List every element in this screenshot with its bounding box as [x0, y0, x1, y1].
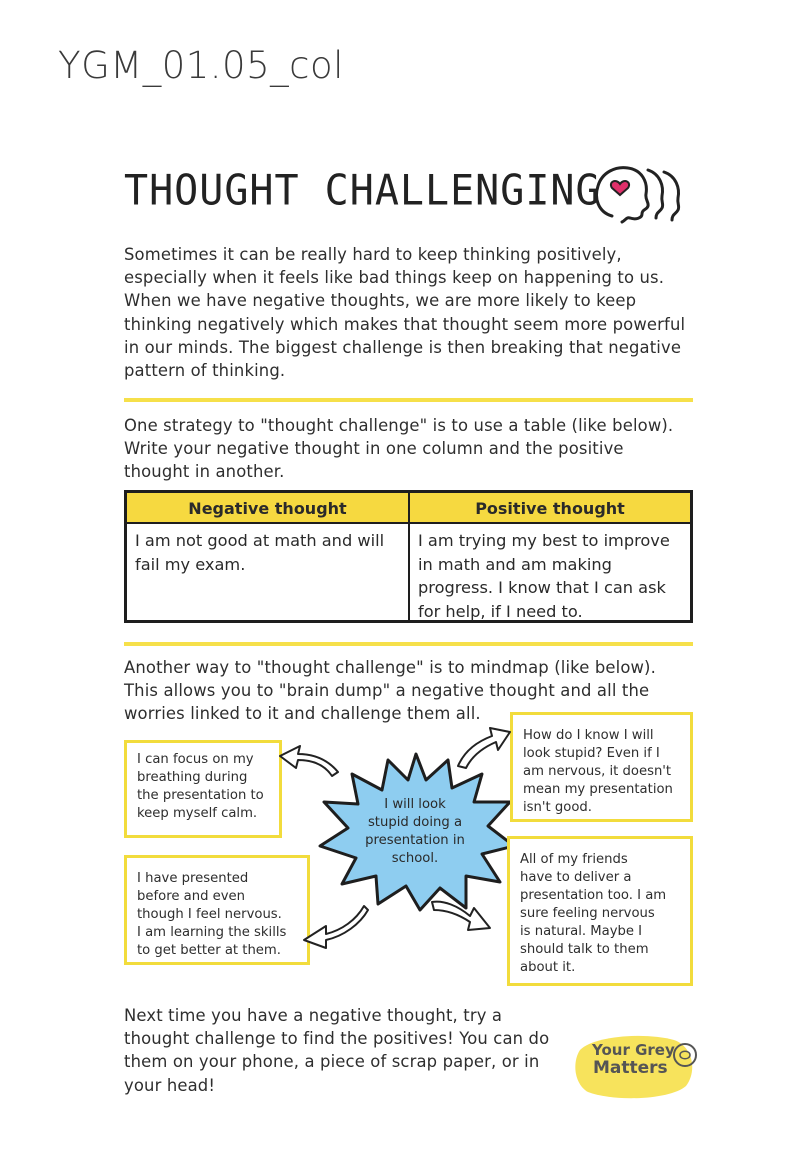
text-line: is natural. Maybe I	[520, 924, 643, 939]
intro-paragraph	[124, 243, 699, 382]
text-line: isn't good.	[523, 800, 592, 815]
text-line: mean my presentation	[523, 782, 673, 797]
logo-text: Your Grey	[592, 1041, 675, 1059]
head-heart-icon	[592, 160, 692, 224]
text-line: thought in another.	[124, 462, 285, 482]
text-line: Next time you have a negative thought, try a	[124, 1006, 503, 1025]
text-line: presentation too. I am	[520, 888, 667, 903]
text-line: breathing during	[137, 770, 248, 785]
text-line: am nervous, it doesn't	[523, 764, 672, 779]
document-id: YGM_01.05_col	[58, 44, 344, 87]
text-line: the presentation to	[137, 788, 264, 803]
text-line: in our minds. The biggest challenge is then breaking that negative	[124, 337, 682, 357]
text-line: for help, if I need to.	[418, 601, 583, 621]
text-line: I am not good at math and will	[135, 531, 385, 550]
text-line: I will look	[384, 797, 446, 812]
text-line: This allows you to "brain dump" a negative thought and all the	[124, 681, 650, 701]
arrow-icon	[452, 718, 514, 770]
text-line: When we have negative thoughts, we are more likely to keep	[124, 291, 637, 311]
text-line: to get better at them.	[137, 943, 281, 958]
text-line: All of my friends	[520, 852, 628, 867]
positive-thought-header: Positive thought	[410, 493, 690, 524]
text-line: look stupid? Even if I	[523, 746, 660, 761]
text-line: I am trying my best to improve	[418, 531, 670, 550]
thought-table	[124, 490, 693, 623]
text-line: fail my exam.	[135, 554, 246, 574]
text-line: I have presented	[137, 871, 249, 886]
negative-thought-cell	[127, 524, 410, 620]
text-line: in math and am making	[418, 554, 612, 574]
text-line: thinking negatively which makes that thought seem more powerful	[124, 314, 686, 334]
center-thought-text	[345, 796, 485, 868]
negative-thought-header: Negative thought	[127, 493, 410, 524]
divider	[124, 398, 693, 402]
text-line: presentation in	[365, 833, 465, 848]
text-line: especially when it feels like bad things keep on happening to us.	[124, 268, 665, 288]
mindmap-note	[124, 740, 282, 838]
text-line: your head!	[124, 1075, 216, 1095]
text-line: pattern of thinking.	[124, 361, 286, 381]
mindmap-note	[124, 855, 310, 965]
text-line: How do I know I will	[523, 728, 654, 743]
text-line: though I feel nervous.	[137, 907, 282, 922]
positive-thought-cell	[410, 524, 690, 628]
logo-text: Matters	[593, 1058, 668, 1078]
text-line: Write your negative thought in one column and the positive	[124, 439, 624, 459]
text-line: stupid doing a	[367, 815, 463, 830]
text-line: I am learning the skills	[137, 925, 287, 940]
arrow-icon	[428, 894, 494, 938]
divider	[124, 642, 693, 646]
text-line: progress. I know that I can ask	[418, 578, 666, 597]
text-line: before and even	[137, 889, 246, 904]
text-line: keep myself calm.	[137, 806, 258, 821]
text-line: should talk to them	[520, 942, 649, 957]
text-line: Sometimes it can be really hard to keep thinking positively,	[124, 245, 622, 264]
strategy-paragraph	[124, 414, 699, 484]
arrow-icon	[276, 738, 342, 778]
text-line: school.	[391, 851, 439, 866]
text-line: worries linked to it and challenge them all.	[124, 704, 481, 724]
text-line: have to deliver a	[520, 870, 632, 885]
page-title: THOUGHT CHALLENGING	[124, 166, 601, 216]
text-line: thought challenge to find the positives! You can do	[124, 1029, 550, 1049]
text-line: I can focus on my	[137, 752, 254, 767]
closing-paragraph	[124, 1004, 574, 1097]
text-line: sure feeling nervous	[520, 906, 655, 921]
arrow-icon	[300, 900, 370, 950]
text-line: them on your phone, a piece of scrap paper, or in	[124, 1052, 540, 1072]
text-line: Another way to "thought challenge" is to mindmap (like below).	[124, 658, 656, 677]
text-line: One strategy to "thought challenge" is to use a table (like below).	[124, 416, 674, 435]
mindmap-note	[507, 836, 693, 986]
text-line: about it.	[520, 960, 576, 975]
mindmap-note	[510, 712, 693, 822]
